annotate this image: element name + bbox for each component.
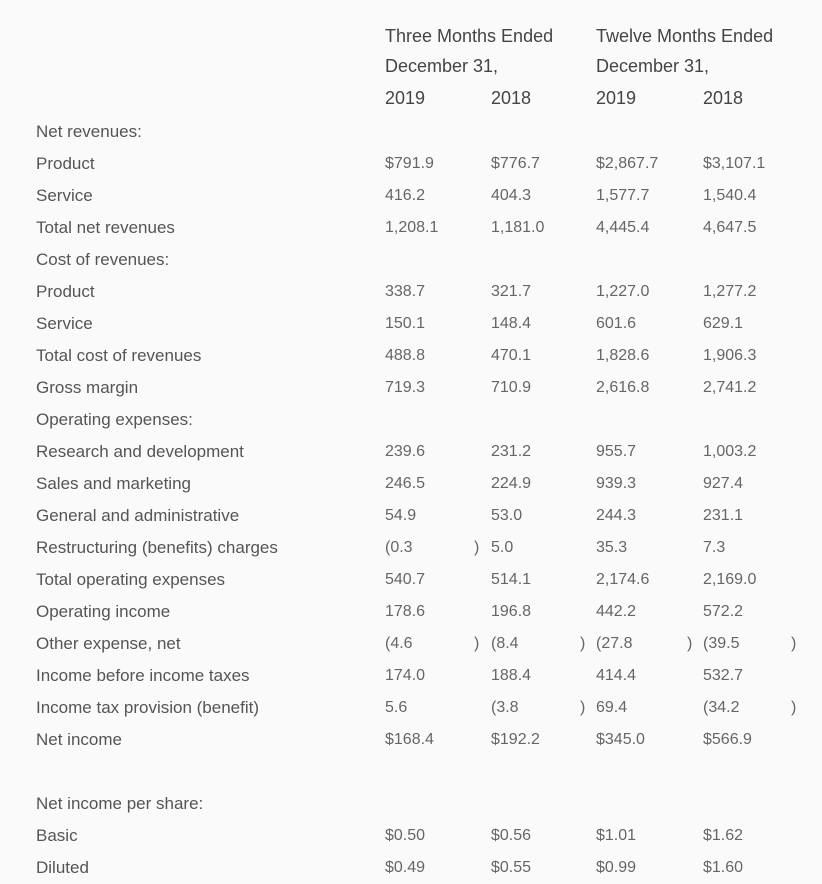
row-label: Service: [36, 314, 93, 333]
row-value: 148.4: [491, 315, 532, 332]
row-value: 174.0: [385, 667, 426, 684]
row-value: $0.50: [385, 827, 426, 844]
row-value: 629.1: [703, 315, 744, 332]
row-label: Other expense, net: [36, 634, 181, 653]
row-value: (4.6: [385, 635, 413, 652]
year-2019-three-months: 2019: [385, 88, 426, 108]
row-label: Diluted: [36, 858, 89, 877]
row-label: Gross margin: [36, 378, 139, 397]
row-value: $168.4: [385, 731, 434, 748]
close-paren: ): [580, 635, 586, 652]
row-value: 939.3: [596, 475, 637, 492]
row-value: 514.1: [491, 571, 532, 588]
row-value: (27.8: [596, 635, 633, 652]
row-value: $0.56: [491, 827, 532, 844]
row-value: 927.4: [703, 475, 744, 492]
row-value: 955.7: [596, 443, 637, 460]
row-value: 1,906.3: [703, 347, 757, 364]
row-label: Restructuring (benefits) charges: [36, 538, 278, 557]
row-value: 2,741.2: [703, 379, 757, 396]
row-label: Income tax provision (benefit): [36, 698, 259, 717]
row-value: 488.8: [385, 347, 426, 364]
row-value: 54.9: [385, 507, 417, 524]
year-2018-twelve-months: 2018: [703, 88, 744, 108]
row-label: Research and development: [36, 442, 244, 461]
row-value: 1,277.2: [703, 283, 757, 300]
row-label: Total cost of revenues: [36, 346, 202, 365]
row-value: 572.2: [703, 603, 744, 620]
row-label: Net income: [36, 730, 122, 749]
row-value: 150.1: [385, 315, 426, 332]
row-label: Product: [36, 282, 95, 301]
row-value: 719.3: [385, 379, 426, 396]
header-twelve-months-line1: Twelve Months Ended: [596, 26, 774, 46]
row-value: $0.49: [385, 859, 426, 876]
row-value: 188.4: [491, 667, 532, 684]
row-label: Service: [36, 186, 93, 205]
row-value: $1.01: [596, 827, 637, 844]
row-value: $0.55: [491, 859, 532, 876]
row-value: $1.60: [703, 859, 744, 876]
year-2018-three-months: 2018: [491, 88, 532, 108]
row-value: 178.6: [385, 603, 426, 620]
row-label: Total net revenues: [36, 218, 175, 237]
row-value: 196.8: [491, 603, 532, 620]
row-label: Sales and marketing: [36, 474, 191, 493]
row-value: 1,828.6: [596, 347, 650, 364]
header-three-months-line1: Three Months Ended: [385, 26, 554, 46]
row-value: 1,003.2: [703, 443, 757, 460]
row-label: Net income per share:: [36, 794, 204, 813]
row-label: Product: [36, 154, 95, 173]
row-value: 338.7: [385, 283, 426, 300]
row-value: $345.0: [596, 731, 645, 748]
row-value: (3.8: [491, 699, 519, 716]
row-value: 246.5: [385, 475, 426, 492]
row-value: (0.3: [385, 539, 413, 556]
row-value: 7.3: [703, 539, 726, 556]
year-2019-twelve-months: 2019: [596, 88, 637, 108]
row-value: 35.3: [596, 539, 628, 556]
row-value: 601.6: [596, 315, 637, 332]
row-value: 239.6: [385, 443, 426, 460]
header-twelve-months-line2: December 31,: [596, 56, 710, 76]
row-value: 4,647.5: [703, 219, 757, 236]
row-value: 53.0: [491, 507, 523, 524]
close-paren: ): [687, 635, 693, 652]
row-value: (8.4: [491, 635, 519, 652]
row-value: 532.7: [703, 667, 744, 684]
row-value: 1,181.0: [491, 219, 545, 236]
row-value: 540.7: [385, 571, 426, 588]
row-value: $1.62: [703, 827, 744, 844]
close-paren: ): [791, 699, 797, 716]
row-value: 442.2: [596, 603, 637, 620]
row-value: 5.0: [491, 539, 514, 556]
row-value: (39.5: [703, 635, 740, 652]
row-value: $2,867.7: [596, 155, 659, 172]
row-label: Operating income: [36, 602, 171, 621]
row-value: 231.2: [491, 443, 532, 460]
row-value: $192.2: [491, 731, 540, 748]
close-paren: ): [580, 699, 586, 716]
row-value: 404.3: [491, 187, 532, 204]
row-value: $776.7: [491, 155, 540, 172]
row-value: 2,616.8: [596, 379, 650, 396]
close-paren: ): [474, 539, 480, 556]
row-value: 2,169.0: [703, 571, 757, 588]
row-value: 4,445.4: [596, 219, 650, 236]
row-value: 69.4: [596, 699, 628, 716]
row-label: Basic: [36, 826, 78, 845]
row-value: 470.1: [491, 347, 532, 364]
row-value: 1,227.0: [596, 283, 650, 300]
row-value: $3,107.1: [703, 155, 766, 172]
row-value: 244.3: [596, 507, 637, 524]
row-value: 416.2: [385, 187, 426, 204]
row-value: 1,540.4: [703, 187, 757, 204]
row-value: $566.9: [703, 731, 752, 748]
row-value: 1,577.7: [596, 187, 650, 204]
row-value: 224.9: [491, 475, 532, 492]
row-label: Cost of revenues:: [36, 250, 170, 269]
row-value: 5.6: [385, 699, 408, 716]
row-value: 2,174.6: [596, 571, 650, 588]
row-value: 231.1: [703, 507, 744, 524]
row-value: 710.9: [491, 379, 532, 396]
row-label: Total operating expenses: [36, 570, 226, 589]
row-value: (34.2: [703, 699, 740, 716]
row-value: 414.4: [596, 667, 637, 684]
row-label: Income before income taxes: [36, 666, 250, 685]
row-label: Net revenues:: [36, 122, 142, 141]
row-label: Operating expenses:: [36, 410, 193, 429]
close-paren: ): [791, 635, 797, 652]
row-label: General and administrative: [36, 506, 240, 525]
header-three-months-line2: December 31,: [385, 56, 499, 76]
row-value: 321.7: [491, 283, 532, 300]
row-value: $0.99: [596, 859, 637, 876]
row-value: $791.9: [385, 155, 434, 172]
close-paren: ): [474, 635, 480, 652]
row-value: 1,208.1: [385, 219, 439, 236]
